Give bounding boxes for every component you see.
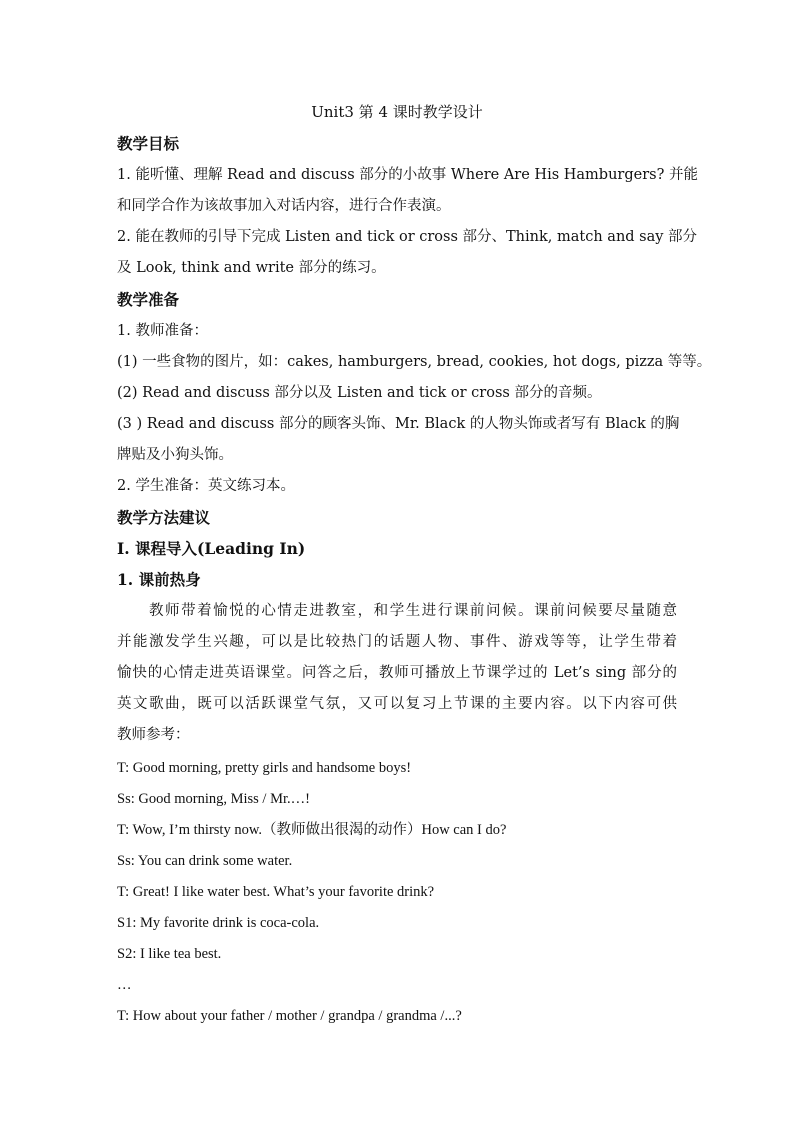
warmup-paragraph-line-4: 英文歌曲，既可以活跃课堂气氛，又可以复习上节课的主要内容。以下内容可供 bbox=[117, 696, 677, 712]
dialogue-line-8: T: How about your father / mother / grandpa / grandma /...? bbox=[117, 1008, 462, 1024]
objectives-line-4: 及 Look, think and write 部分的练习。 bbox=[117, 260, 386, 276]
preparation-line-3: (2) Read and discuss 部分以及 Listen and tick or cross 部分的音频。 bbox=[117, 385, 602, 401]
warmup-paragraph-line-3: 愉快的心情走进英语课堂。问答之后，教师可播放上节课学过的 Let’s sing 部分的 bbox=[117, 665, 677, 681]
dialogue-line-5: T: Great! I like water best. What’s your favorite drink? bbox=[117, 884, 435, 900]
dialogue-line-4: Ss: You can drink some water. bbox=[117, 853, 293, 869]
warmup-paragraph-line-1: 教师带着愉悦的心情走进教室，和学生进行课前问候。课前问候要尽量随意 bbox=[149, 603, 677, 619]
objectives-line-1: 1. 能听懂、理解 Read and discuss 部分的小故事 Where Are His Hamburgers? 并能 bbox=[117, 167, 698, 183]
methods-heading: 教学方法建议 bbox=[117, 508, 211, 527]
methods-subheading-2: 1. 课前热身 bbox=[117, 570, 201, 589]
preparation-line-4: (3 ) Read and discuss 部分的顾客头饰、Mr. Black 的人物头饰或者写有 Black 的胸 bbox=[117, 416, 680, 432]
document-title: Unit3 第 4 课时教学设计 bbox=[311, 103, 483, 121]
preparation-line-5: 牌贴及小狗头饰。 bbox=[117, 447, 233, 463]
dialogue-line-3: T: Wow, I’m thirsty now.（教师做出很渴的动作）How can I do? bbox=[117, 822, 507, 838]
objectives-heading: 教学目标 bbox=[117, 134, 180, 153]
objectives-line-2: 和同学合作为该故事加入对话内容，进行合作表演。 bbox=[117, 198, 451, 214]
preparation-line-6: 2. 学生准备：英文练习本。 bbox=[117, 478, 295, 494]
preparation-line-2: (1) 一些食物的图片，如：cakes, hamburgers, bread, cookies, hot dogs, pizza 等等。 bbox=[117, 354, 712, 370]
dialogue-line-7: S2: I like tea best. bbox=[117, 946, 222, 962]
dialogue-line-6: S1: My favorite drink is coca-cola. bbox=[117, 915, 320, 931]
warmup-paragraph-line-5: 教师参考： bbox=[117, 727, 190, 743]
dialogue-line-2: Ss: Good morning, Miss / Mr.…! bbox=[117, 791, 310, 807]
objectives-line-3: 2. 能在教师的引导下完成 Listen and tick or cross 部分、Think, match and say 部分 bbox=[117, 229, 698, 245]
methods-subheading-1: I. 课程导入(Leading In) bbox=[117, 539, 306, 558]
dialogue-ellipsis: … bbox=[117, 977, 132, 993]
dialogue-line-1: T: Good morning, pretty girls and handsome boys! bbox=[117, 760, 412, 776]
preparation-heading: 教学准备 bbox=[117, 290, 180, 309]
preparation-line-1: 1. 教师准备： bbox=[117, 323, 208, 339]
warmup-paragraph-line-2: 并能激发学生兴趣，可以是比较热门的话题人物、事件、游戏等等，让学生带着 bbox=[117, 634, 677, 650]
